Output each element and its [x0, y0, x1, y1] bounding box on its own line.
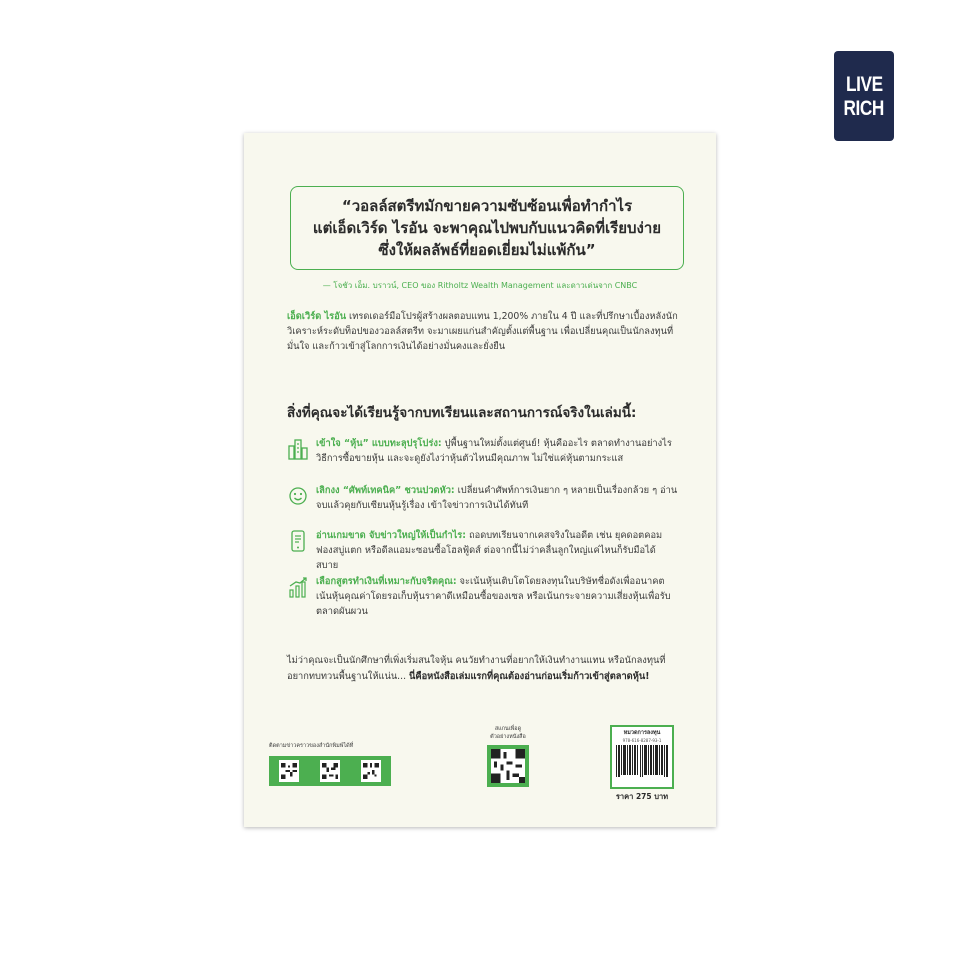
- qr-code-line[interactable]: [320, 760, 340, 782]
- follow-publisher-block: [269, 742, 409, 786]
- closing-text: ไม่ว่าคุณจะเป็นนักศึกษาที่เพิ่งเริ่มสนใจหุ้น คนวัยทำงานที่อยากให้เงินทำงานแทน หรือนักลงทุนที่อยากทบทวนพื้นฐานให้แน่น...: [287, 655, 666, 682]
- learn-item-title: เลือกสูตรทำเงินที่เหมาะกับจริตคุณ:: [316, 576, 457, 587]
- learn-item-title: อ่านเกมขาด จับข่าวใหญ่ให้เป็นกำไร:: [316, 530, 467, 541]
- isbn-number: 978-616-8287-93-1: [622, 738, 662, 743]
- qr-code-sample[interactable]: [491, 749, 525, 783]
- closing-bold: นี่คือหนังสือเล่มแรกที่คุณต้องอ่านก่อนเริ่มก้าวเข้าสู่ตลาดหุ้น!: [409, 670, 650, 682]
- learn-item-text: ปูพื้นฐานใหม่ตั้งแต่ศูนย์! หุ้นคืออะไร ตลาดทำงานอย่างไร วิธีการซื้อขายหุ้น และจะดูยังไงว่าหุ้นตัวไหนมีคุณภาพ ไม่ใช่แค่หุ้นตามกระแส: [316, 438, 672, 464]
- learn-item-text: ถอดบทเรียนจากเคสจริงในอดีต เช่น ยุคดอตคอม ฟองสบู่แตก หรือดีลแอมะซอนซื้อโฮลฟู้ดส์ ต่อจากนี้ไม่ว่าคลื่นลูกใหญ่แค่ไหนก็รับมือได้สบาย: [316, 530, 663, 571]
- learn-item: [288, 574, 678, 619]
- qr-code-facebook[interactable]: [279, 760, 299, 782]
- learn-heading: สิ่งที่คุณจะได้เรียนรู้จากบทเรียนและสถานการณ์จริงในเล่มนี้:: [287, 405, 637, 421]
- mobile-news-icon: [288, 530, 308, 552]
- sample-qr-frame: [487, 745, 529, 787]
- city-buildings-icon: [288, 438, 308, 460]
- author-name: เอ็ดเวิร์ด ไรอัน: [287, 311, 347, 322]
- sample-label-line-1: สแกนเพื่อดู: [494, 726, 522, 732]
- qr-code-website[interactable]: [361, 760, 381, 782]
- learn-item-text: เปลี่ยนคำศัพท์การเงินยาก ๆ หลายเป็นเรื่องกล้วย ๆ อ่านจบแล้วคุยกับเซียนหุ้นรู้เรื่อง เข้าใจข่าวการเงินได้ทันที: [316, 485, 678, 511]
- logo-line-1: LIVE: [845, 72, 883, 96]
- learn-item-text: จะเน้นหุ้นเติบโตโดยลงทุนในบริษัทชื่อดังเพื่ออนาคต เน้นหุ้นคุณค่าโดยรอเก็บหุ้นราคาดีเหมือนซื้อของเซล หรือเน้นกระจายความเสี่ยงหุ้นเพื่อรับตลาดผันผวน: [316, 576, 671, 617]
- learn-item-title: เข้าใจ “หุ้น” แบบทะลุปรุโปร่ง:: [316, 438, 442, 449]
- follow-label: ติดตามข่าวคราวของสำนักพิมพ์ได้ที่: [269, 743, 354, 749]
- learn-item: [288, 436, 678, 466]
- growth-chart-icon: [288, 576, 308, 598]
- book-category: หมวดการลงทุน: [623, 730, 661, 736]
- learn-item: [288, 483, 678, 513]
- quote-line-1: “วอลล์สตรีทมักขายความซับซ้อนเพื่อทำกำไร: [341, 197, 633, 215]
- smile-face-icon: [288, 485, 308, 507]
- closing-paragraph: [287, 653, 687, 684]
- sample-qr-block: [480, 725, 536, 787]
- book-back-cover: [244, 133, 716, 827]
- quote-attribution: — โจชัว เอ็ม. บราวน์, CEO ของ Ritholtz Wealth Management และดาวเด่นจาก CNBC: [322, 281, 638, 290]
- learn-item-title: เลิกงง “ศัพท์เทคนิค” ชวนปวดหัว:: [316, 485, 455, 496]
- logo-line-2: RICH: [843, 96, 885, 120]
- quote-line-3: ซึ่งให้ผลลัพธ์ที่ยอดเยี่ยมไม่แพ้กัน”: [378, 241, 596, 259]
- quote-line-2: แต่เอ็ดเวิร์ด ไรอัน จะพาคุณไปพบกับแนวคิดที่เรียบง่าย: [312, 219, 662, 237]
- quote-box: [290, 186, 684, 270]
- intro-paragraph: [287, 309, 687, 354]
- sample-label-line-2: ตัวอย่างหนังสือ: [490, 734, 526, 740]
- intro-text: เทรดเดอร์มือโปรผู้สร้างผลตอบแทน 1,200% ภายใน 4 ปี และที่ปรึกษาเบื้องหลังนักวิเคราะห์ระดับท็อปของวอลล์สตรีท จะมาเผยแก่นสำคัญตั้งแต่พื้นฐาน เพื่อเปลี่ยนคุณเป็นนักลงทุนที่มั่นใจ และก้าวเข้าสู่โลกการเงินได้อย่างมั่นคงและยั่งยืน: [287, 311, 678, 352]
- live-rich-logo: [834, 51, 894, 141]
- isbn-box: [610, 725, 674, 789]
- barcode: [614, 745, 670, 781]
- book-price: ราคา 275 บาท: [615, 792, 669, 801]
- social-qr-strip: [269, 756, 391, 786]
- isbn-block: [610, 725, 674, 803]
- learn-item: [288, 528, 678, 573]
